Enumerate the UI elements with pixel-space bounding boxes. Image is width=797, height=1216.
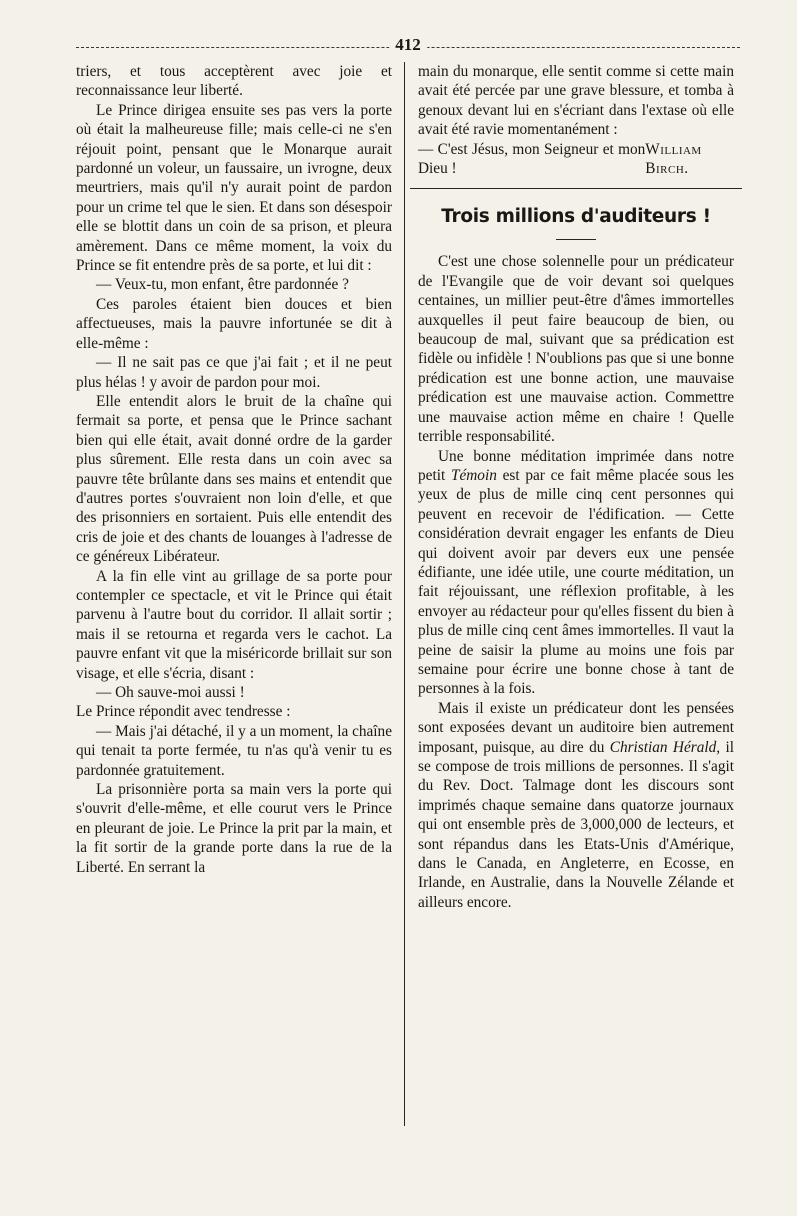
paragraph-temoin <box>418 447 734 699</box>
paragraph: Le Prince dirigea ensuite ses pas vers la porte où était la malheureuse fille; mais celle-ci ne s'en réjouit point, pensant que le Monarque aurait pardonné un voleur, un faussaire, un ivrogne, deux meurtriers, mais qu'il n'y aurait point de pardon pour un crime tel que le sien. Et dans son désespoir elle se blottit dans un coin de sa prison, et pleura amèrement. Dans ce même moment, la voix du Prince se fit entendre près de sa porte, et lui dit : <box>76 101 392 275</box>
paragraph: C'est une chose solennelle pour un prédicateur de l'Evangile que de voir devant soi quelques centaines, un millier peut-être d'âmes immortelles auxquelles il peut faire beaucoup de bien, ou beaucoup de mal, suivant que sa prédication est fidèle ou infidèle ! N'oublions pas que si une bonne prédication est une bonne action, une mauvaise prédication est une mauvaise action. Commettre une mauvaise action même en chaire ! Quelle terrible responsabilité. <box>418 253 734 446</box>
text-run: il se compose de trois millions de personnes. Il s'agit du Rev. Doct. Talmage dont les discours sont imprimés chaque semaine dans quatorze journaux qui ont ensemble près de 3,000,000 de lecteurs, et sont répandus dans les Etats-Unis d'Amérique, dans le Canada, en Angleterre, en Ecosse, en Irlande, en Australie, dans la Nouvelle Zélande et ailleurs encore. <box>418 738 734 911</box>
closing-quote: — C'est Jésus, mon Seigneur et mon Dieu ! <box>418 140 646 178</box>
paragraph: — Veux-tu, mon enfant, être pardonnée ? <box>96 276 349 294</box>
closing-quote-line <box>418 140 734 179</box>
paragraph: main du monarque, elle sentit comme si cette main avait été percée par une grave blessure, et tomba à genoux devant lui en s'écriant dans l'extase où elle avait été ravie momentanément : <box>418 63 734 139</box>
title-dash <box>556 239 596 240</box>
right-column <box>418 62 734 912</box>
column-divider <box>404 62 405 1126</box>
text-run: Une bonne méditation imprimée dans notre petit <box>418 447 734 484</box>
paragraph: — Oh sauve-moi aussi ! <box>96 684 245 701</box>
author-signature: William Birch. <box>645 140 702 178</box>
article-title: Trois millions d'auditeurs ! <box>441 206 711 228</box>
left-column <box>76 62 392 877</box>
paragraph: Le Prince répondit avec tendresse : <box>76 703 291 721</box>
publication-name: Christian Hérald, <box>609 738 721 756</box>
paragraph: triers, et tous acceptèrent avec joie et reconnaissance leur liberté. <box>76 63 392 100</box>
paragraph: — Il ne sait pas ce que j'ai fait ; et il ne peut plus hélas ! y avoir de pardon pour moi. <box>76 354 392 391</box>
paragraph-herald <box>418 699 734 912</box>
section-divider <box>410 188 742 189</box>
page-header <box>76 34 740 56</box>
paragraph: Elle entendit alors le bruit de la chaîne qui fermait sa porte, et pensa que le Prince sachant bien qui elle était, avait donné ordre de la garder plus sûrement. Elle resta dans un coin avec sa pauvre tête brûlante dans ses mains et entendit que d'autres portes s'ouvraient non loin d'elle, et que des prisonniers en sortaient. Puis elle entendit des cris de joie et des chants de louanges à l'adresse de ce généreux Libérateur. <box>76 392 392 566</box>
paragraph: Ces paroles étaient bien douces et bien affectueuses, mais la pauvre infortunée se dit à elle-même : <box>76 295 392 352</box>
text-run: Mais il existe un prédicateur dont les pensées sont exposées devant un auditoire bien autrement imposant, puisque, au dire du <box>418 699 734 756</box>
paragraph: La prisonnière porta sa main vers la porte qui s'ouvrit d'elle-même, et elle courut vers le Prince en pleurant de joie. Le Prince la prit par la main, et la fit sortir de la grande porte dans la rue de la Liberté. En serrant la <box>76 781 392 876</box>
page-number: 412 <box>389 34 427 56</box>
paragraph: A la fin elle vint au grillage de sa porte pour contempler ce spectacle, et vit le Prince qui était parvenu à l'autre bout du corridor. Il allait sortir ; mais il se retourna et regarda vers le cachot. La pauvre enfant vit que la miséricorde brillait sur son visage, et elle s'écria, disant : <box>76 567 392 682</box>
paragraph: — Mais j'ai détaché, il y a un moment, la chaîne qui tenait ta porte fermée, tu n'as qu'à venir tu es pardonnée gratuitement. <box>76 722 392 779</box>
publication-name: Témoin <box>450 466 497 484</box>
text-run: est par ce fait même placée sous les yeux de plus de mille cinq cent personnes qui peuvent en recevoir de l'édification. — Cette considération devrait engager les enfants de Dieu qui doivent avoir par devers eux une pensée édifiante, une idée utile, une courte méditation, un fait réjouissant, une réflexion profitable, à les envoyer au rédacteur pour qu'elles fissent du bien à plus de mille cinq cent âmes immortelles. Il vaut la peine de saisir la plume au moins une fois par semaine pour écrire une bonne chose à tant de personnes à la fois. <box>418 466 734 698</box>
